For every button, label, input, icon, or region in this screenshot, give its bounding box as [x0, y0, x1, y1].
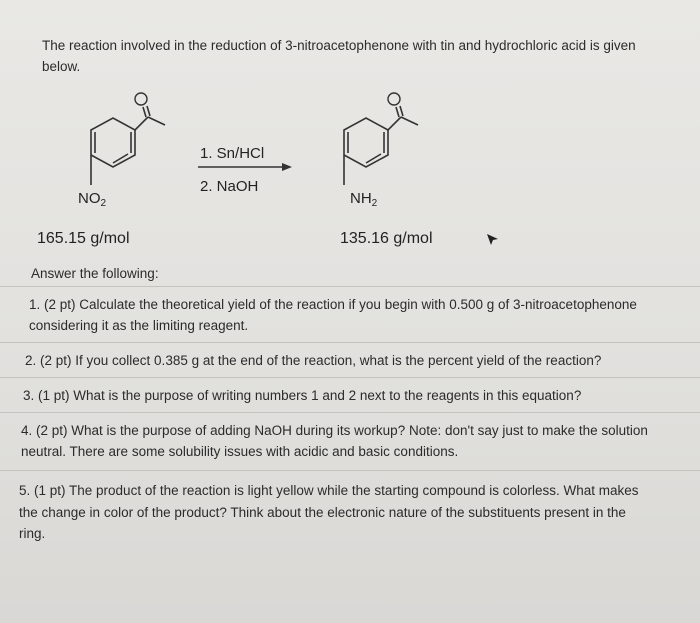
intro-line-1: The reaction involved in the reduction of 3-nitroacetophenone with tin and hydrochloric acid is given — [42, 38, 636, 53]
reactant-substituent: $NO_2$ — [78, 190, 107, 209]
answer-header: Answer the following: — [31, 266, 159, 281]
question-2-line-1: 2. (2 pt) If you collect 0.385 g at the end of the reaction, what is the percent yield of the reaction? — [25, 353, 602, 368]
reagent-step-1: 1. Sn/HCl — [200, 145, 265, 162]
question-5-line-2: the change in color of the product? Think about the electronic nature of the substituents present in the — [19, 505, 626, 520]
divider — [0, 342, 700, 343]
product-structure — [322, 83, 442, 208]
divider — [0, 377, 700, 378]
product-ketone-oxygen — [388, 93, 400, 105]
divider — [0, 412, 700, 413]
divider — [0, 470, 700, 471]
mouse-cursor-icon — [486, 233, 500, 247]
question-1-line-2: considering it as the limiting reagent. — [29, 318, 249, 333]
question-5-line-3: ring. — [19, 526, 46, 541]
question-1-line-1: 1. (2 pt) Calculate the theoretical yield of the reaction if you begin with 0.500 g of 3-nitroacetophenone — [29, 297, 637, 312]
divider — [0, 286, 700, 287]
product-substituent: $NH_2$ — [350, 190, 378, 209]
question-4-line-2: neutral. There are some solubility issues with acidic and basic conditions. — [21, 444, 459, 459]
intro-line-2: below. — [42, 59, 81, 74]
reagent-step-2: 2. NaOH — [200, 178, 259, 195]
reactant-ketone-oxygen — [135, 93, 147, 105]
reactant-molar-mass: 165.15 g/mol — [37, 230, 130, 247]
question-4-line-1: 4. (2 pt) What is the purpose of adding NaOH during its workup? Note: don't say just to make the solution — [21, 423, 648, 438]
product-molar-mass: 135.16 g/mol — [340, 230, 433, 247]
reaction-arrow — [196, 161, 296, 173]
reactant-structure — [55, 85, 175, 210]
question-3-line-1: 3. (1 pt) What is the purpose of writing numbers 1 and 2 next to the reagents in this equation? — [23, 388, 582, 403]
question-5-line-1: 5. (1 pt) The product of the reaction is light yellow while the starting compound is colorless. What makes — [19, 483, 639, 498]
